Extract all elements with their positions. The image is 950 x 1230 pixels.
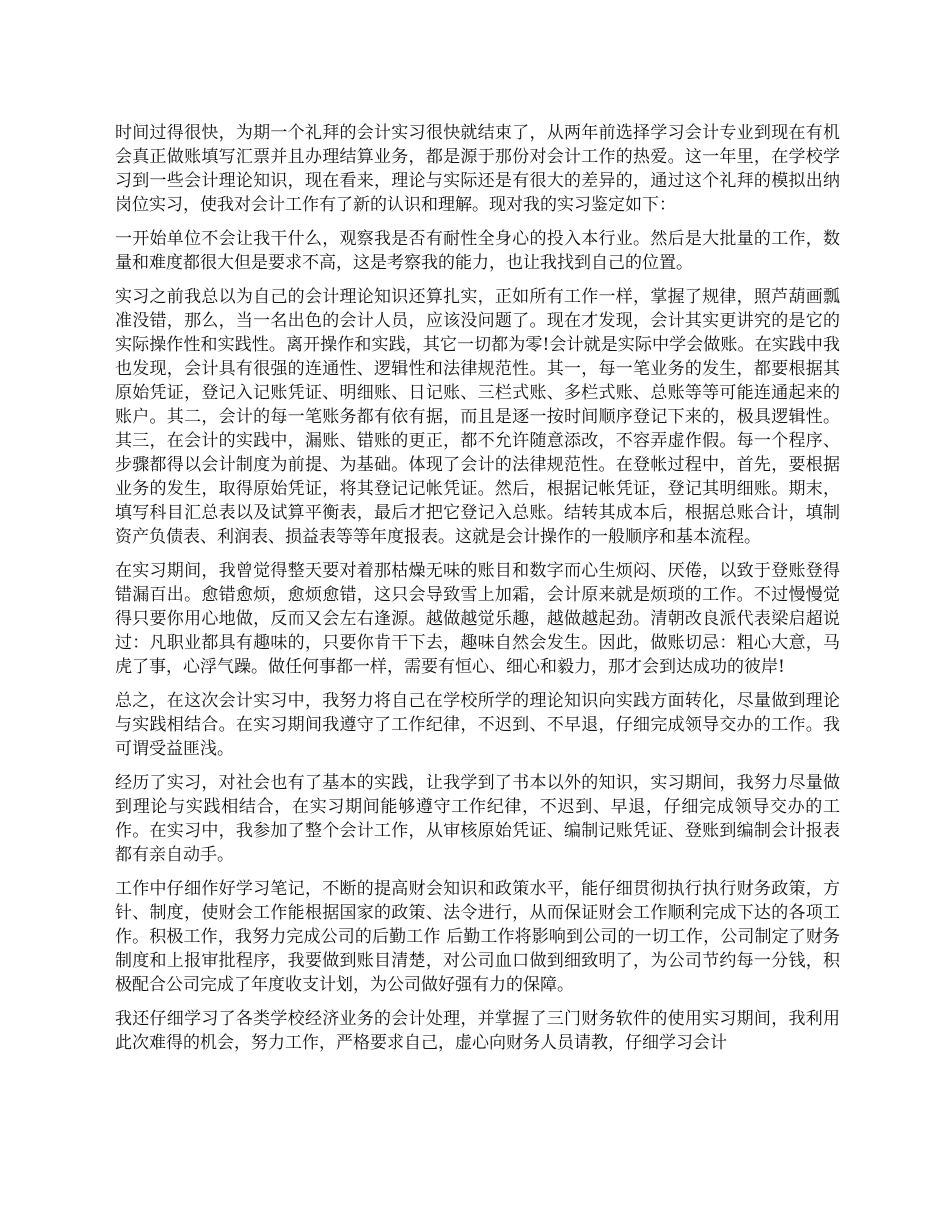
paragraph-boredom: 在实习期间，我曾觉得整天要对着那枯燥无味的账目和数字而心生烦闷、厌倦，以致于登账登得错漏百出。愈错愈烦，愈烦愈错，这只会导致雪上加霜，会计原来就是烦琐的工作。不过慢慢觉得只要你用心地做，反而又会左右逢源。越做越觉乐趣，越做越起劲。清朝改良派代表梁启超说过：凡职业都具有趣味的，只要你肯干下去，趣味自然会发生。因此，做账切忌：粗心大意，马虎了事，心浮气躁。做任何事都一样，需要有恒心、细心和毅力，那才会到达成功的彼岸! (115, 561, 840, 677)
paragraph-experience: 经历了实习，对社会也有了基本的实践，让我学到了书本以外的知识，实习期间，我努力尽量做到理论与实践相结合，在实习期间能够遵守工作纪律，不迟到、早退，仔细完成领导交办的工作。在实习中，我参加了整个会计工作，从审核原始凭证、编制记账凭证、登账到编制会计报表都有亲自动手。 (115, 773, 840, 865)
paragraph-work-notes: 工作中仔细作好学习笔记，不断的提高财会知识和政策水平，能仔细贯彻执行执行财务政策，方针、制度，使财会工作能根据国家的政策、法令进行，从而保证财会工作顺利完成下达的各项工作。积极工作，我努力完成公司的后勤工作 后勤工作将影响到公司的一切工作，公司制定了财务制度和上报审批程序，我要做到账目清楚，对公司血口做到细致明了，为公司节约每一分钱，积极配合公司完成了年度收支计划，为公司做好强有力的保障。 (115, 879, 840, 995)
document-body (115, 121, 840, 1065)
paragraph-learning: 我还仔细学习了各类学校经济业务的会计处理，并掌握了三门财务软件的使用实习期间，我利用此次难得的机会，努力工作，严格要求自己，虚心向财务人员请教，仔细学习会计 (115, 1009, 840, 1053)
paragraph-practice: 实习之前我总以为自己的会计理论知识还算扎实，正如所有工作一样，掌握了规律，照芦葫画瓢准没错，那么，当一名出色的会计人员，应该没问题了。现在才发现，会计其实更讲究的是它的实际操作性和实践性。离开操作和实践，其它一切都为零!会计就是实际中学会做账。在实践中我也发现，会计具有很强的连通性、逻辑性和法律规范性。其一，每一笔业务的发生，都要根据其原始凭证，登记入记账凭证、明细账、日记账、三栏式账、多栏式账、总账等等可能连通起来的账户。其二，会计的每一笔账务都有依有据，而且是逐一按时间顺序登记下来的，极具逻辑性。其三，在会计的实践中，漏账、错账的更正，都不允许随意添改，不容弄虚作假。每一个程序、步骤都得以会计制度为前提、为基础。体现了会计的法律规范性。在登帐过程中，首先，要根据业务的发生，取得原始凭证，将其登记记帐凭证。然后，根据记帐凭证，登记其明细账。期末，填写科目汇总表以及试算平衡表，最后才把它登记入总账。结转其成本后，根据总账合计，填制资产负债表、利润表、损益表等等年度报表。这就是会计操作的一般顺序和基本流程。 (115, 287, 840, 547)
paragraph-start: 一开始单位不会让我干什么，观察我是否有耐性全身心的投入本行业。然后是大批量的工作，数量和难度都很大但是要求不高，这是考察我的能力，也让我找到自己的位置。 (115, 229, 840, 273)
paragraph-intro: 时间过得很快，为期一个礼拜的会计实习很快就结束了，从两年前选择学习会计专业到现在有机会真正做账填写汇票并且办理结算业务，都是源于那份对会计工作的热爱。这一年里，在学校学习到一些会计理论知识，现在看来，理论与实际还是有很大的差异的，通过这个礼拜的模拟出纳岗位实习，使我对会计工作有了新的认识和理解。现对我的实习鉴定如下： (115, 123, 840, 215)
paragraph-summary: 总之，在这次会计实习中，我努力将自己在学校所学的理论知识向实践方面转化，尽量做到理论与实践相结合。在实习期间我遵守了工作纪律，不迟到、不早退，仔细完成领导交办的工作。我可谓受益匪浅。 (115, 691, 840, 759)
